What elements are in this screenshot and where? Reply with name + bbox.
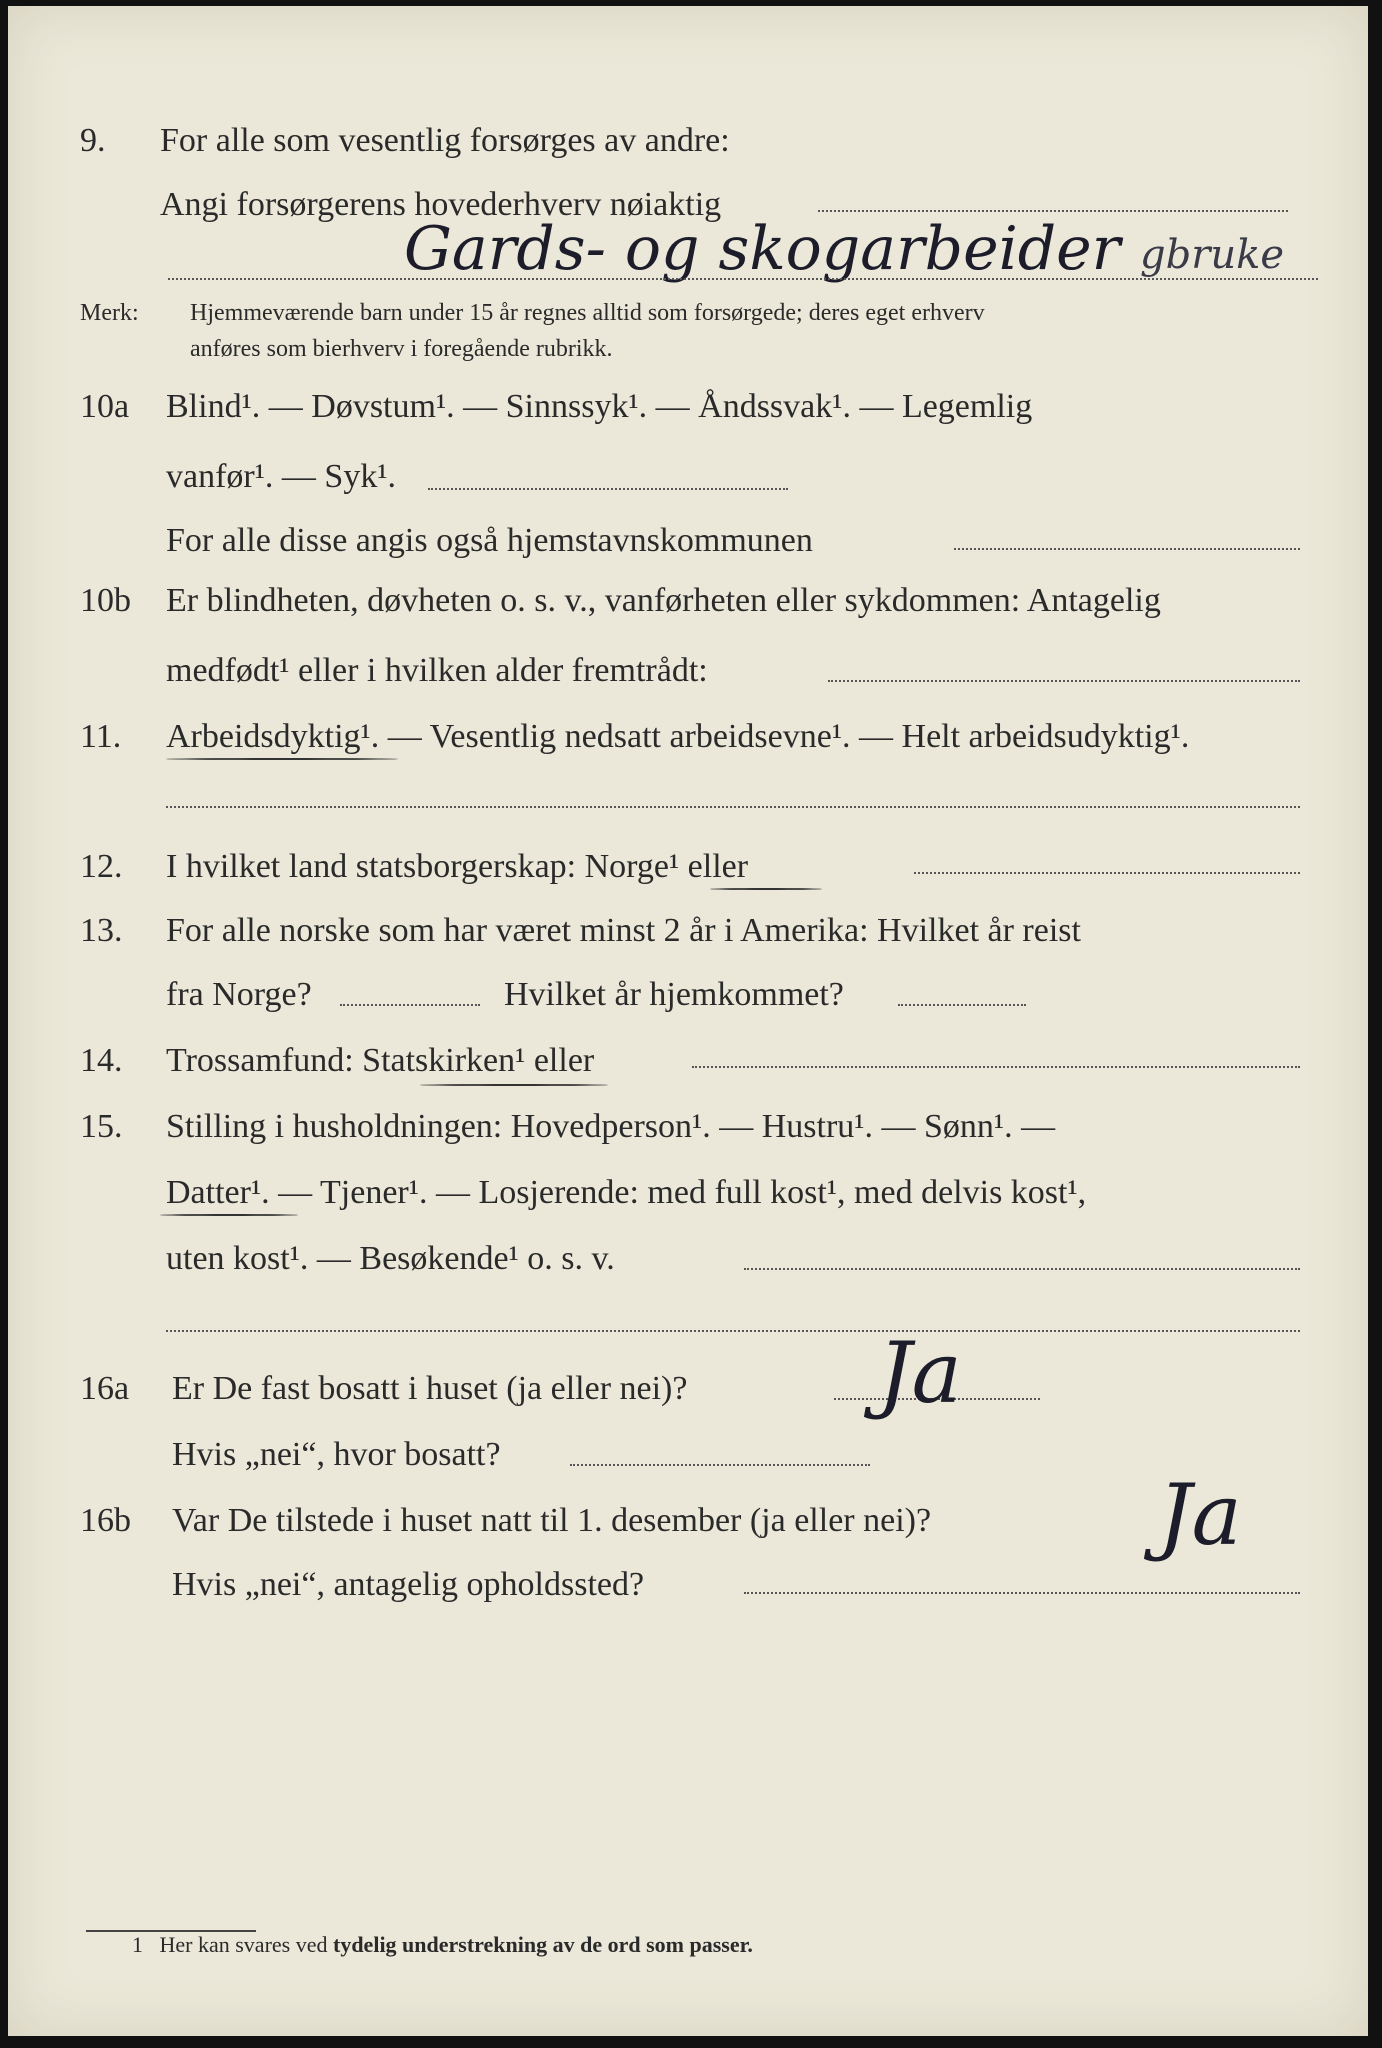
q10b-row2 [8,652,1368,712]
q10a-number: 10a [80,388,130,425]
merk-line1: Hjemmeværende barn under 15 år regnes alltid som forsørgede; deres eget erhverv [190,300,985,326]
q13-line2a: fra Norge? [166,976,312,1013]
q11-row [8,718,1368,778]
footnote [132,1932,753,1958]
q15-handwritten-underline [160,1214,298,1216]
q10a-fill-line [428,488,788,490]
q11-line1: Arbeidsdyktig¹. — Vesentlig nedsatt arbeidsevne¹. — Helt arbeidsudyktig¹. [166,718,1190,755]
q10b-number: 10b [80,582,131,619]
q10a-line1: Blind¹. — Døvstum¹. — Sinnssyk¹. — Åndssvak¹. — Legemlig [166,388,1033,425]
q13-fill-line-b [898,1004,1026,1006]
q10a-line3: For alle disse angis også hjemstavnskommunen [166,522,813,559]
q12-row [8,848,1368,908]
q15-row2 [8,1174,1368,1234]
q16b-handwritten-answer: Ja [1158,1466,1242,1564]
q16b-line1: Var De tilstede i huset natt til 1. desember (ja eller nei)? [172,1502,932,1539]
census-form-page [8,6,1368,2036]
footnote-mark: 1 [132,1932,143,1957]
merk-row2 [8,336,1368,372]
q14-row [8,1042,1368,1102]
q16a-line2: Hvis „nei“, hvor bosatt? [172,1436,501,1473]
q16a-handwritten-answer: Ja [878,1324,962,1422]
q12-line1: I hvilket land statsborgerskap: Norge¹ eller [166,848,749,885]
q16a-fill-line2 [570,1464,870,1466]
q16a-number: 16a [80,1370,130,1407]
q11-handwritten-underline [166,758,398,760]
q13-fill-line-a [340,1004,480,1006]
q12-fill-line [914,872,1300,874]
q14-number: 14. [80,1042,123,1079]
q15-line1: Stilling i husholdningen: Hovedperson¹. — Hustru¹. — Sønn¹. — [166,1108,1056,1145]
merk-label: Merk: [80,300,139,326]
q15-line3: uten kost¹. — Besøkende¹ o. s. v. [166,1240,615,1277]
merk-line2: anføres som bierhverv i foregående rubrikk. [190,336,613,362]
q10a-row [8,388,1368,448]
q9-line2: Angi forsørgerens hovederhverv nøiaktig [160,186,722,223]
q9-number: 9. [80,122,106,159]
q12-number: 12. [80,848,123,885]
q14-handwritten-underline [420,1084,608,1086]
q15-number: 15. [80,1108,123,1145]
q10b-line1: Er blindheten, døvheten o. s. v., vanførheten eller sykdommen: Antagelig [166,582,1161,619]
q14-fill-line [692,1066,1300,1068]
q16b-row2 [8,1566,1368,1626]
q11-fill-line [166,806,1300,808]
q14-line1: Trossamfund: Statskirken¹ eller [166,1042,595,1079]
q10b-fill-line [828,680,1300,682]
q16b-number: 16b [80,1502,131,1539]
q13-row [8,912,1368,972]
q15-fill-line [744,1268,1300,1270]
q10a-row3 [8,522,1368,582]
q10b-row [8,582,1368,642]
footnote-text-b: tydelig understrekning [333,1932,548,1957]
q15-row [8,1108,1368,1168]
q15-line2: Datter¹. — Tjener¹. — Losjerende: med full kost¹, med delvis kost¹, [166,1174,1087,1211]
q9-row [8,122,1368,182]
q10a-line2: vanfør¹. — Syk¹. [166,458,397,495]
q16b-fill-line [744,1592,1300,1594]
footnote-text-a: Her kan svares ved [159,1932,328,1957]
q11-number: 11. [80,718,122,755]
q13-number: 13. [80,912,123,949]
q13-line2b: Hvilket år hjemkommet? [504,976,844,1013]
q9-handwritten-extra: gbruke [1140,232,1285,278]
q15-fill-line2 [166,1330,1300,1332]
q9-fill-line [818,210,1288,212]
q10a-fill-line2 [954,548,1300,550]
q16a-line1: Er De fast bosatt i huset (ja eller nei)? [172,1370,688,1407]
q15-row3 [8,1240,1368,1300]
q16a-row [8,1370,1368,1430]
q12-handwritten-underline [710,888,822,890]
q16b-line2: Hvis „nei“, antagelig opholdssted? [172,1566,645,1603]
q9-handwritten-answer: Gards- og skogarbeider [404,214,1121,284]
q10b-line2: medfødt¹ eller i hvilken alder fremtrådt: [166,652,708,689]
q9-fill-line2 [168,278,1318,280]
q13-line1: For alle norske som har været minst 2 år i Amerika: Hvilket år reist [166,912,1081,949]
q13-row2 [8,976,1368,1036]
footnote-text-c: av de ord som passer. [552,1932,753,1957]
q9-line1: For alle som vesentlig forsørges av andre: [160,122,730,159]
merk-row [8,300,1368,336]
